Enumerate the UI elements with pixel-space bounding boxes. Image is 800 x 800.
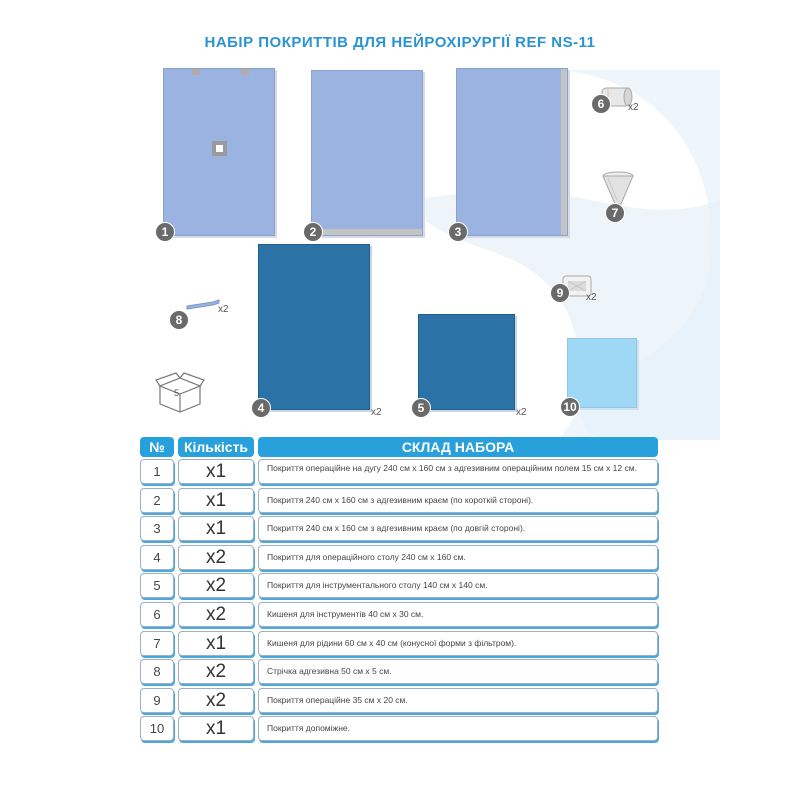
item-number-4: 4 [251, 398, 271, 418]
item-number-10: 10 [560, 397, 580, 417]
box-icon [155, 372, 205, 416]
item-number-9: 9 [550, 283, 570, 303]
sheet-2 [311, 70, 423, 236]
sheet-5 [418, 314, 515, 410]
row-number: 8 [140, 659, 174, 684]
row-quantity: x1 [178, 516, 254, 541]
item-number-8: 8 [169, 310, 189, 330]
adhesive-tab [192, 69, 200, 75]
row-description: Покриття операційне на дугу 240 см х 160 см з адгезивним операційним полем 15 см х 12 см. [258, 459, 658, 484]
header-qty: Кількість [178, 437, 254, 457]
row-quantity: x1 [178, 716, 254, 741]
multiplier-5: x2 [516, 407, 527, 418]
row-description: Покриття 240 см х 160 см з адгезивним краєм (по довгій стороні). [258, 516, 658, 541]
row-quantity: x2 [178, 545, 254, 570]
incise-window [212, 141, 227, 156]
title-text: НАБІР ПОКРИТТІВ ДЛЯ НЕЙРОХІРУРГІЇ [204, 34, 511, 51]
row-number: 6 [140, 602, 174, 627]
row-number: 10 [140, 716, 174, 741]
row-quantity: x2 [178, 573, 254, 598]
adhesive-edge [312, 229, 422, 235]
item-number-1: 1 [155, 222, 175, 242]
sheet-3 [456, 68, 568, 236]
box-label: 5 [174, 388, 180, 398]
row-number: 2 [140, 488, 174, 513]
row-number: 4 [140, 545, 174, 570]
item-number-5: 5 [411, 398, 431, 418]
row-description: Кишеня для рідини 60 см х 40 см (конусної форми з фільтром). [258, 631, 658, 656]
row-number: 7 [140, 631, 174, 656]
item-number-7: 7 [605, 203, 625, 223]
row-description: Покриття операційне 35 см х 20 см. [258, 688, 658, 713]
row-number: 1 [140, 459, 174, 484]
adhesive-edge [561, 69, 567, 235]
row-description: Стрічка адгезивна 50 см х 5 см. [258, 659, 658, 684]
row-number: 3 [140, 516, 174, 541]
row-description: Покриття допоміжне. [258, 716, 658, 741]
row-quantity: x2 [178, 659, 254, 684]
sheet-10 [567, 338, 637, 408]
row-description: Покриття для операційного столу 240 см х 160 см. [258, 545, 658, 570]
multiplier-9: x2 [586, 292, 597, 303]
row-quantity: x1 [178, 488, 254, 513]
multiplier-4: x2 [371, 407, 382, 418]
row-description: Покриття для інструментального столу 140 см х 140 см. [258, 573, 658, 598]
item-number-2: 2 [303, 222, 323, 242]
header-desc: СКЛАД НАБОРА [258, 437, 658, 457]
row-number: 9 [140, 688, 174, 713]
adhesive-tape-icon [185, 296, 221, 312]
sheet-1 [163, 68, 275, 236]
row-quantity: x2 [178, 688, 254, 713]
page-title [0, 34, 800, 51]
header-no: № [140, 437, 174, 457]
multiplier-8: x2 [218, 304, 229, 315]
row-quantity: x2 [178, 602, 254, 627]
row-quantity: x1 [178, 459, 254, 484]
row-quantity: x1 [178, 631, 254, 656]
row-description: Покриття 240 см х 160 см з адгезивним краєм (по короткій стороні). [258, 488, 658, 513]
sheet-4 [258, 244, 370, 410]
row-description: Кишеня для інструментів 40 см х 30 см. [258, 602, 658, 627]
item-number-6: 6 [591, 94, 611, 114]
adhesive-tab [241, 69, 249, 75]
ref-code: REF NS-11 [515, 34, 596, 51]
row-number: 5 [140, 573, 174, 598]
item-number-3: 3 [448, 222, 468, 242]
multiplier-6: x2 [628, 102, 639, 113]
